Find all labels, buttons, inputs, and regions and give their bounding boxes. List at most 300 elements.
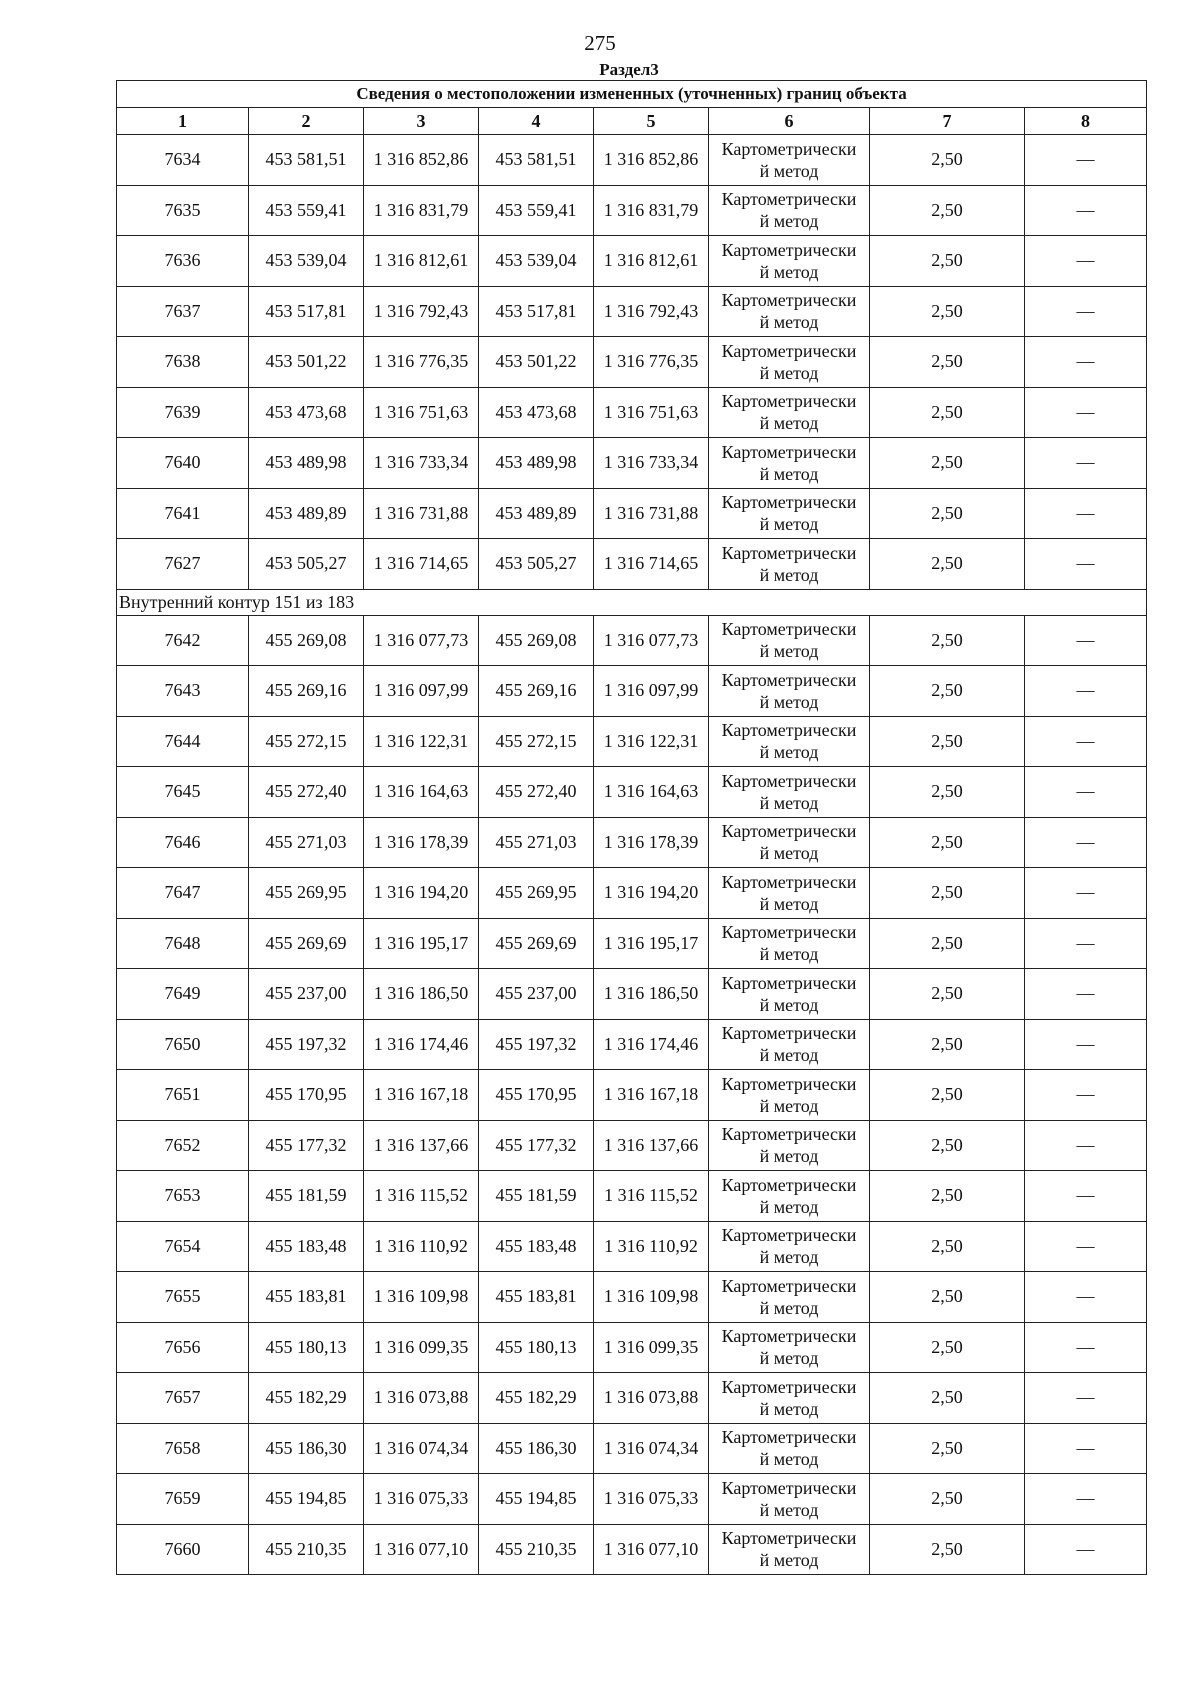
cell-n: 7656 (117, 1322, 249, 1373)
method-text-line2: й метод (759, 843, 819, 864)
method-text-line2: й метод (759, 1045, 819, 1066)
cell-x1: 455 269,69 (249, 918, 364, 969)
column-header: 5 (594, 108, 709, 135)
method-text-line1: Картометрически (721, 871, 857, 892)
table-row (117, 1373, 1147, 1424)
table-row (117, 1221, 1147, 1272)
cell-y1: 1 316 174,46 (364, 1019, 479, 1070)
cell-x2: 453 489,98 (479, 438, 594, 489)
cell-n: 7643 (117, 666, 249, 717)
cell-x2: 455 186,30 (479, 1423, 594, 1474)
cell-y2: 1 316 812,61 (594, 236, 709, 287)
cell-n: 7641 (117, 488, 249, 539)
table-row (117, 767, 1147, 818)
cell-x1: 453 517,81 (249, 286, 364, 337)
method-text-line1: Картометрически (721, 1275, 857, 1296)
cell-method (709, 236, 870, 287)
cell-y2: 1 316 194,20 (594, 868, 709, 919)
table-row (117, 438, 1147, 489)
table-row (117, 1019, 1147, 1070)
method-text-line2: й метод (759, 1449, 819, 1470)
cell-y2: 1 316 831,79 (594, 185, 709, 236)
cell-y2: 1 316 164,63 (594, 767, 709, 818)
cell-note: — (1025, 1423, 1147, 1474)
method-text-line2: й метод (759, 691, 819, 712)
cell-y2: 1 316 167,18 (594, 1070, 709, 1121)
table-row (117, 286, 1147, 337)
method-text-line2: й метод (759, 1499, 819, 1520)
cell-n: 7646 (117, 817, 249, 868)
table-row (117, 1322, 1147, 1373)
method-text-line1: Картометрически (721, 922, 857, 943)
cell-note: — (1025, 387, 1147, 438)
cell-x2: 455 272,15 (479, 716, 594, 767)
cell-note: — (1025, 1373, 1147, 1424)
cell-y1: 1 316 110,92 (364, 1221, 479, 1272)
cell-x1: 455 210,35 (249, 1524, 364, 1575)
cell-accuracy: 2,50 (870, 969, 1025, 1020)
cell-accuracy: 2,50 (870, 1120, 1025, 1171)
cell-accuracy: 2,50 (870, 135, 1025, 186)
cell-y2: 1 316 074,34 (594, 1423, 709, 1474)
cell-x2: 455 271,03 (479, 817, 594, 868)
method-text-line1: Картометрически (721, 189, 857, 210)
method-text-line1: Картометрически (721, 619, 857, 640)
cell-n: 7636 (117, 236, 249, 287)
cell-y2: 1 316 186,50 (594, 969, 709, 1020)
cell-n: 7634 (117, 135, 249, 186)
cell-method (709, 1070, 870, 1121)
cell-x2: 455 182,29 (479, 1373, 594, 1424)
cell-x1: 455 271,03 (249, 817, 364, 868)
method-text-line2: й метод (759, 463, 819, 484)
cell-x1: 455 269,16 (249, 666, 364, 717)
method-text-line1: Картометрически (721, 1023, 857, 1044)
method-text-line2: й метод (759, 994, 819, 1015)
cell-x1: 455 186,30 (249, 1423, 364, 1474)
cell-note: — (1025, 969, 1147, 1020)
cell-x1: 453 559,41 (249, 185, 364, 236)
cell-y1: 1 316 751,63 (364, 387, 479, 438)
cell-x2: 455 183,48 (479, 1221, 594, 1272)
method-text-line2: й метод (759, 564, 819, 585)
table-row (117, 1171, 1147, 1222)
cell-n: 7635 (117, 185, 249, 236)
cell-accuracy: 2,50 (870, 615, 1025, 666)
cell-y2: 1 316 731,88 (594, 488, 709, 539)
cell-y2: 1 316 109,98 (594, 1272, 709, 1323)
cell-x2: 455 210,35 (479, 1524, 594, 1575)
cell-x2: 455 183,81 (479, 1272, 594, 1323)
method-text-line1: Картометрически (721, 340, 857, 361)
cell-y2: 1 316 077,10 (594, 1524, 709, 1575)
cell-method (709, 438, 870, 489)
cell-x2: 455 170,95 (479, 1070, 594, 1121)
cell-n: 7627 (117, 539, 249, 590)
cell-method (709, 1524, 870, 1575)
cell-accuracy: 2,50 (870, 1070, 1025, 1121)
cell-y2: 1 316 714,65 (594, 539, 709, 590)
cell-y2: 1 316 174,46 (594, 1019, 709, 1070)
cell-n: 7658 (117, 1423, 249, 1474)
cell-note: — (1025, 716, 1147, 767)
cell-note: — (1025, 1120, 1147, 1171)
cell-note: — (1025, 1070, 1147, 1121)
table-row (117, 337, 1147, 388)
cell-y2: 1 316 115,52 (594, 1171, 709, 1222)
method-text-line2: й метод (759, 1196, 819, 1217)
cell-x2: 455 269,16 (479, 666, 594, 717)
cell-y2: 1 316 792,43 (594, 286, 709, 337)
section-title: Раздел3 (599, 60, 659, 79)
contour-label: Внутренний контур 151 из 183 (117, 589, 1147, 615)
cell-x1: 453 501,22 (249, 337, 364, 388)
cell-accuracy: 2,50 (870, 337, 1025, 388)
cell-method (709, 539, 870, 590)
cell-n: 7638 (117, 337, 249, 388)
method-text-line2: й метод (759, 362, 819, 383)
table-row (117, 716, 1147, 767)
cell-accuracy: 2,50 (870, 1474, 1025, 1525)
table-row (117, 969, 1147, 1020)
method-text-line2: й метод (759, 1095, 819, 1116)
cell-n: 7651 (117, 1070, 249, 1121)
cell-note: — (1025, 438, 1147, 489)
cell-y2: 1 316 077,73 (594, 615, 709, 666)
cell-n: 7660 (117, 1524, 249, 1575)
cell-x1: 455 269,08 (249, 615, 364, 666)
method-text-line1: Картометрически (721, 669, 857, 690)
cell-y1: 1 316 714,65 (364, 539, 479, 590)
cell-note: — (1025, 337, 1147, 388)
cell-n: 7648 (117, 918, 249, 969)
cell-y2: 1 316 097,99 (594, 666, 709, 717)
table-row (117, 817, 1147, 868)
cell-x2: 455 269,69 (479, 918, 594, 969)
cell-x1: 455 197,32 (249, 1019, 364, 1070)
table-title-row (117, 81, 1147, 108)
cell-accuracy: 2,50 (870, 438, 1025, 489)
cell-accuracy: 2,50 (870, 666, 1025, 717)
method-text-line1: Картометрически (721, 1124, 857, 1145)
cell-accuracy: 2,50 (870, 1524, 1025, 1575)
cell-n: 7652 (117, 1120, 249, 1171)
method-text-line2: й метод (759, 1146, 819, 1167)
cell-y1: 1 316 852,86 (364, 135, 479, 186)
method-text-line2: й метод (759, 261, 819, 282)
method-text-line1: Картометрически (721, 770, 857, 791)
cell-y1: 1 316 831,79 (364, 185, 479, 236)
cell-method (709, 185, 870, 236)
cell-accuracy: 2,50 (870, 236, 1025, 287)
method-text-line1: Картометрически (721, 1376, 857, 1397)
cell-y1: 1 316 073,88 (364, 1373, 479, 1424)
cell-method (709, 337, 870, 388)
table-row (117, 868, 1147, 919)
cell-method (709, 1423, 870, 1474)
column-header: 6 (709, 108, 870, 135)
cell-x1: 455 180,13 (249, 1322, 364, 1373)
cell-accuracy: 2,50 (870, 918, 1025, 969)
cell-n: 7649 (117, 969, 249, 1020)
cell-x2: 453 473,68 (479, 387, 594, 438)
cell-method (709, 1171, 870, 1222)
method-text-line2: й метод (759, 413, 819, 434)
cell-method (709, 615, 870, 666)
method-text-line1: Картометрически (721, 821, 857, 842)
column-header: 8 (1025, 108, 1147, 135)
cell-y2: 1 316 852,86 (594, 135, 709, 186)
cell-method (709, 969, 870, 1020)
cell-accuracy: 2,50 (870, 716, 1025, 767)
method-text-line2: й метод (759, 1297, 819, 1318)
cell-method (709, 666, 870, 717)
cell-method (709, 286, 870, 337)
method-text-line2: й метод (759, 1247, 819, 1268)
table-row (117, 539, 1147, 590)
column-header: 3 (364, 108, 479, 135)
cell-y2: 1 316 137,66 (594, 1120, 709, 1171)
cell-note: — (1025, 539, 1147, 590)
method-text-line1: Картометрически (721, 138, 857, 159)
method-text-line2: й метод (759, 211, 819, 232)
cell-accuracy: 2,50 (870, 1221, 1025, 1272)
cell-note: — (1025, 1322, 1147, 1373)
cell-y1: 1 316 194,20 (364, 868, 479, 919)
table-row (117, 615, 1147, 666)
cell-y1: 1 316 099,35 (364, 1322, 479, 1373)
cell-y1: 1 316 195,17 (364, 918, 479, 969)
column-header: 1 (117, 108, 249, 135)
cell-y1: 1 316 074,34 (364, 1423, 479, 1474)
table-row (117, 488, 1147, 539)
method-text-line1: Картометрически (721, 391, 857, 412)
cell-x2: 455 177,32 (479, 1120, 594, 1171)
cell-accuracy: 2,50 (870, 1171, 1025, 1222)
cell-accuracy: 2,50 (870, 817, 1025, 868)
cell-y2: 1 316 073,88 (594, 1373, 709, 1424)
method-text-line1: Картометрически (721, 1528, 857, 1549)
table-row (117, 185, 1147, 236)
method-text-line2: й метод (759, 312, 819, 333)
cell-x2: 453 501,22 (479, 337, 594, 388)
cell-note: — (1025, 185, 1147, 236)
cell-method (709, 918, 870, 969)
cell-accuracy: 2,50 (870, 286, 1025, 337)
cell-x2: 453 517,81 (479, 286, 594, 337)
cell-method (709, 817, 870, 868)
cell-accuracy: 2,50 (870, 767, 1025, 818)
method-text-line2: й метод (759, 514, 819, 535)
cell-y1: 1 316 178,39 (364, 817, 479, 868)
method-text-line2: й метод (759, 1398, 819, 1419)
cell-note: — (1025, 666, 1147, 717)
cell-y1: 1 316 077,73 (364, 615, 479, 666)
cell-n: 7650 (117, 1019, 249, 1070)
cell-x2: 453 489,89 (479, 488, 594, 539)
cell-accuracy: 2,50 (870, 1272, 1025, 1323)
cell-note: — (1025, 135, 1147, 186)
method-text-line1: Картометрически (721, 1427, 857, 1448)
table-row (117, 1524, 1147, 1575)
table-row (117, 1070, 1147, 1121)
cell-y1: 1 316 137,66 (364, 1120, 479, 1171)
cell-x2: 453 539,04 (479, 236, 594, 287)
method-text-line1: Картометрически (721, 542, 857, 563)
cell-x2: 455 194,85 (479, 1474, 594, 1525)
cell-x1: 453 505,27 (249, 539, 364, 590)
cell-x1: 455 183,81 (249, 1272, 364, 1323)
cell-y1: 1 316 733,34 (364, 438, 479, 489)
cell-y1: 1 316 075,33 (364, 1474, 479, 1525)
cell-method (709, 1373, 870, 1424)
method-text-line2: й метод (759, 1550, 819, 1571)
method-text-line1: Картометрически (721, 1326, 857, 1347)
cell-accuracy: 2,50 (870, 387, 1025, 438)
cell-y1: 1 316 776,35 (364, 337, 479, 388)
cell-y1: 1 316 792,43 (364, 286, 479, 337)
cell-n: 7645 (117, 767, 249, 818)
cell-x2: 455 269,95 (479, 868, 594, 919)
cell-x2: 455 269,08 (479, 615, 594, 666)
cell-x2: 455 197,32 (479, 1019, 594, 1070)
cell-y2: 1 316 075,33 (594, 1474, 709, 1525)
page-number: 275 (584, 31, 616, 55)
method-text-line1: Картометрически (721, 720, 857, 741)
cell-accuracy: 2,50 (870, 1019, 1025, 1070)
method-text-line2: й метод (759, 641, 819, 662)
cell-x2: 455 180,13 (479, 1322, 594, 1373)
cell-x1: 453 539,04 (249, 236, 364, 287)
cell-accuracy: 2,50 (870, 185, 1025, 236)
cell-n: 7654 (117, 1221, 249, 1272)
cell-accuracy: 2,50 (870, 488, 1025, 539)
cell-note: — (1025, 1524, 1147, 1575)
cell-method (709, 488, 870, 539)
cell-note: — (1025, 1019, 1147, 1070)
cell-note: — (1025, 817, 1147, 868)
cell-y2: 1 316 195,17 (594, 918, 709, 969)
cell-n: 7647 (117, 868, 249, 919)
cell-y1: 1 316 109,98 (364, 1272, 479, 1323)
method-text-line1: Картометрически (721, 1477, 857, 1498)
cell-y1: 1 316 731,88 (364, 488, 479, 539)
table-row (117, 1474, 1147, 1525)
cell-x1: 455 269,95 (249, 868, 364, 919)
cell-y2: 1 316 122,31 (594, 716, 709, 767)
method-text-line2: й метод (759, 160, 819, 181)
method-text-line1: Картометрически (721, 492, 857, 513)
method-text-line1: Картометрически (721, 1225, 857, 1246)
cell-x1: 455 182,29 (249, 1373, 364, 1424)
table-row (117, 1423, 1147, 1474)
cell-note: — (1025, 236, 1147, 287)
cell-method (709, 1322, 870, 1373)
cell-n: 7639 (117, 387, 249, 438)
cell-y2: 1 316 178,39 (594, 817, 709, 868)
cell-y1: 1 316 115,52 (364, 1171, 479, 1222)
cell-accuracy: 2,50 (870, 1423, 1025, 1474)
cell-n: 7655 (117, 1272, 249, 1323)
cell-y2: 1 316 099,35 (594, 1322, 709, 1373)
cell-note: — (1025, 1272, 1147, 1323)
cell-method (709, 1272, 870, 1323)
cell-y2: 1 316 110,92 (594, 1221, 709, 1272)
table-row (117, 1120, 1147, 1171)
method-text-line1: Картометрически (721, 972, 857, 993)
cell-y1: 1 316 122,31 (364, 716, 479, 767)
cell-n: 7653 (117, 1171, 249, 1222)
cell-method (709, 1120, 870, 1171)
cell-method (709, 767, 870, 818)
method-text-line1: Картометрически (721, 239, 857, 260)
cell-n: 7644 (117, 716, 249, 767)
cell-method (709, 868, 870, 919)
method-text-line1: Картометрически (721, 1073, 857, 1094)
cell-x2: 453 581,51 (479, 135, 594, 186)
cell-y2: 1 316 776,35 (594, 337, 709, 388)
method-text-line1: Картометрически (721, 1174, 857, 1195)
cell-x1: 455 170,95 (249, 1070, 364, 1121)
cell-x1: 453 473,68 (249, 387, 364, 438)
table-row (117, 236, 1147, 287)
cell-method (709, 135, 870, 186)
cell-note: — (1025, 1474, 1147, 1525)
cell-y1: 1 316 164,63 (364, 767, 479, 818)
column-header: 4 (479, 108, 594, 135)
column-header-row (117, 108, 1147, 135)
table-title: Сведения о местоположении измененных (уточненных) границ объекта (117, 81, 1147, 108)
cell-x2: 455 181,59 (479, 1171, 594, 1222)
cell-x1: 455 177,32 (249, 1120, 364, 1171)
cell-y1: 1 316 167,18 (364, 1070, 479, 1121)
cell-note: — (1025, 1171, 1147, 1222)
cell-x2: 455 237,00 (479, 969, 594, 1020)
cell-n: 7657 (117, 1373, 249, 1424)
cell-y2: 1 316 733,34 (594, 438, 709, 489)
cell-note: — (1025, 868, 1147, 919)
table-row (117, 918, 1147, 969)
method-text-line1: Картометрически (721, 290, 857, 311)
method-text-line2: й метод (759, 1348, 819, 1369)
table-body (117, 135, 1147, 1575)
cell-x1: 455 181,59 (249, 1171, 364, 1222)
cell-y1: 1 316 097,99 (364, 666, 479, 717)
method-text-line2: й метод (759, 742, 819, 763)
method-text-line2: й метод (759, 792, 819, 813)
cell-x1: 455 237,00 (249, 969, 364, 1020)
cell-y1: 1 316 077,10 (364, 1524, 479, 1575)
cell-y1: 1 316 812,61 (364, 236, 479, 287)
coordinates-table (116, 80, 1147, 1575)
contour-label-row (117, 589, 1147, 615)
method-text-line1: Картометрически (721, 441, 857, 462)
cell-note: — (1025, 488, 1147, 539)
table-row (117, 1272, 1147, 1323)
cell-method (709, 387, 870, 438)
cell-note: — (1025, 918, 1147, 969)
cell-y1: 1 316 186,50 (364, 969, 479, 1020)
cell-n: 7640 (117, 438, 249, 489)
cell-x1: 453 489,89 (249, 488, 364, 539)
cell-note: — (1025, 615, 1147, 666)
cell-n: 7659 (117, 1474, 249, 1525)
cell-y2: 1 316 751,63 (594, 387, 709, 438)
cell-accuracy: 2,50 (870, 539, 1025, 590)
cell-x2: 453 559,41 (479, 185, 594, 236)
cell-x2: 455 272,40 (479, 767, 594, 818)
cell-method (709, 1221, 870, 1272)
